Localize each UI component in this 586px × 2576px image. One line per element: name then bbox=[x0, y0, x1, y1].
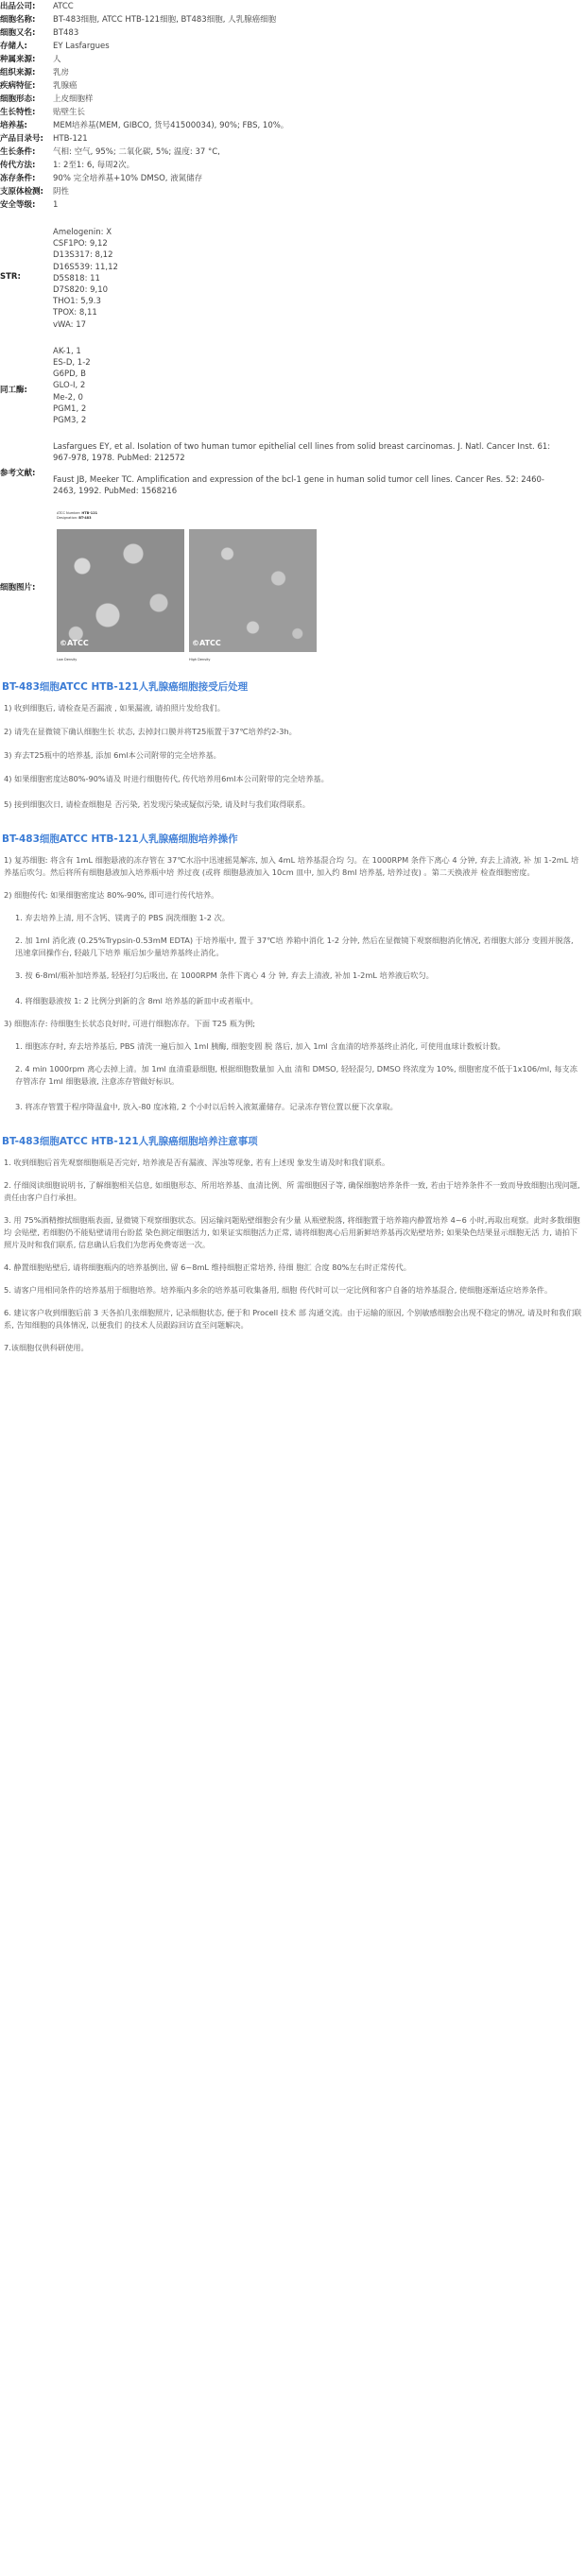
info-value: 90% 完全培养基+10% DMSO, 液氮储存 bbox=[53, 174, 203, 183]
atcc-number: HTB-121 bbox=[81, 511, 98, 516]
info-label: 产品目录号: bbox=[0, 134, 43, 144]
low-density-caption: Low Density bbox=[57, 658, 78, 662]
info-row bbox=[0, 159, 586, 172]
designation-label: Designation: bbox=[57, 516, 78, 521]
section-paragraph: 1. 细胞冻存时, 弃去培养基后, PBS 清洗一遍后加入 1ml 胰酶, 细胞变圆 脱 落后, 加入 1ml 含血清的培养基终止消化, 可使用血球计数板计数。 bbox=[15, 1041, 506, 1052]
info-value: 贴壁生长 bbox=[53, 108, 86, 117]
info-label: 存储人: bbox=[0, 42, 27, 51]
photos-cell bbox=[53, 508, 586, 666]
info-row bbox=[0, 66, 586, 79]
high-density-caption: High Density bbox=[189, 658, 211, 662]
str-value: TPOX: 8,11 bbox=[53, 308, 97, 318]
cell-info-table bbox=[0, 0, 586, 666]
section-title: BT-483细胞ATCC HTB-121人乳腺癌细胞接受后处理 bbox=[2, 681, 249, 694]
info-value: 1 bbox=[53, 200, 59, 210]
info-row bbox=[0, 53, 586, 66]
info-value: ATCC bbox=[53, 2, 74, 11]
isozyme-value: GLO-I, 2 bbox=[53, 381, 86, 391]
str-value: D5S818: 11 bbox=[53, 273, 100, 283]
info-label: 出品公司: bbox=[0, 2, 36, 11]
info-value: 乳房 bbox=[53, 68, 70, 77]
section-paragraph: 2. 仔细阅读细胞说明书, 了解细胞相关信息, 如细胞形态、所用培养基、血清比例、所 需细胞因子等, 确保细胞培养条件一致, 若由于培养条件不一致而导致细胞出现问题, 责任由客户自行承担。 bbox=[4, 1180, 580, 1203]
section-paragraph: 2) 细胞传代: 如果细胞密度达 80%-90%, 即可进行传代培养。 bbox=[4, 890, 219, 901]
references-values bbox=[53, 438, 586, 508]
info-row bbox=[0, 93, 586, 106]
references-label: 参考文献: bbox=[0, 468, 36, 478]
info-value: BT-483细胞, ATCC HTB-121细胞, BT483细胞, 人乳腺癌细胞 bbox=[53, 15, 277, 25]
isozyme-row bbox=[0, 342, 586, 438]
info-label: 培养基: bbox=[0, 121, 27, 130]
info-value: MEM培养基(MEM, GIBCO, 货号41500034), 90%; FBS, 10%。 bbox=[53, 121, 289, 130]
info-label: 安全等级: bbox=[0, 200, 36, 210]
info-value: EY Lasfargues bbox=[53, 42, 110, 51]
str-value: D7S820: 9,10 bbox=[53, 285, 109, 296]
references-row bbox=[0, 438, 586, 508]
str-value: THO1: 5,9.3 bbox=[53, 297, 101, 307]
str-value: D16S539: 11,12 bbox=[53, 262, 118, 272]
section-paragraph: 4. 将细胞悬液按 1: 2 比例分到新的含 8ml 培养基的新皿中或者瓶中。 bbox=[15, 996, 258, 1006]
watermark: ©ATCC bbox=[60, 639, 89, 648]
section bbox=[0, 678, 586, 811]
info-label: 传代方法: bbox=[0, 161, 36, 170]
info-label: 细胞又名: bbox=[0, 28, 36, 38]
isozyme-values bbox=[53, 342, 586, 438]
info-label: 组织来源: bbox=[0, 68, 36, 77]
isozyme-value: PGM1, 2 bbox=[53, 404, 87, 414]
info-row bbox=[0, 106, 586, 119]
info-label: 细胞名称: bbox=[0, 15, 36, 25]
info-row bbox=[0, 172, 586, 185]
info-row bbox=[0, 119, 586, 132]
info-label: 细胞形态: bbox=[0, 94, 36, 104]
info-row bbox=[0, 185, 586, 198]
info-value: 阴性 bbox=[53, 187, 70, 197]
section-paragraph: 5. 请客户用相同条件的培养基用于细胞培养。培养瓶内多余的培养基可收集备用, 细胞 传代时可以一定比例和客户自备的培养基混合, 使细胞逐渐适应培养条件。 bbox=[4, 1285, 553, 1296]
section-paragraph: 2) 请先在显微镜下确认细胞生长 状态, 去掉封口膜并将T25瓶置于37℃培养约2-3h。 bbox=[4, 727, 297, 737]
section-paragraph: 3. 按 6-8ml/瓶补加培养基, 轻轻打匀后吸出, 在 1000RPM 条件下离心 4 分 钟, 弃去上清液, 补加 1-2mL 培养液后吹匀。 bbox=[15, 970, 434, 981]
section-paragraph: 7.该细胞仅供科研使用。 bbox=[4, 1343, 89, 1353]
str-value: vWA: 17 bbox=[53, 319, 87, 330]
info-label: 生长特性: bbox=[0, 108, 36, 117]
info-row bbox=[0, 79, 586, 93]
info-label: 生长条件: bbox=[0, 147, 36, 157]
str-label: STR: bbox=[0, 271, 21, 282]
info-label: 种属来源: bbox=[0, 55, 36, 64]
section-paragraph: 1. 收到细胞后首先观察细胞瓶是否完好, 培养液是否有漏液、浑浊等现象, 若有上述现 象发生请及时和我们联系。 bbox=[4, 1158, 390, 1168]
section-paragraph: 4) 如果细胞密度达80%-90%请及 时进行细胞传代, 传代培养用6ml本公司附带的完全培养基。 bbox=[4, 774, 329, 784]
info-row bbox=[0, 13, 586, 26]
section-paragraph: 2. 加 1ml 消化液 (0.25%Trypsin-0.53mM EDTA) 于培养瓶中, 置于 37℃培 养箱中消化 1-2 分钟, 然后在显微镜下观察细胞消化情况, 若细胞大部分 变圆并脱落, 迅速拿回操作台, 轻敲几下培养 瓶后加少量培养基终止消化。 bbox=[15, 936, 574, 958]
section-title: BT-483细胞ATCC HTB-121人乳腺癌细胞培养注意事项 bbox=[2, 1136, 258, 1148]
section-paragraph: 2. 4 min 1000rpm 离心去掉上清。加 1ml 血清重悬细胞, 根据细胞数量加 入血 清和 DMSO, 轻轻混匀, DMSO 终浓度为 10%, 细胞密度不低于1x106/ml, 每支冻存管冻存 1ml 细胞悬液, 注意冻存管做好标识。 bbox=[15, 1064, 577, 1087]
info-value: 气相: 空气, 95%; 二氧化碳, 5%; 温度: 37 °C, bbox=[53, 147, 220, 157]
isozyme-label: 同工酶: bbox=[0, 385, 27, 395]
info-value: 上皮细胞样 bbox=[53, 94, 94, 104]
info-row bbox=[0, 146, 586, 159]
section-title: BT-483细胞ATCC HTB-121人乳腺癌细胞培养操作 bbox=[2, 833, 238, 846]
info-label: 支原体检测: bbox=[0, 187, 43, 197]
cell-photos bbox=[53, 509, 336, 665]
isozyme-value: PGM3, 2 bbox=[53, 416, 87, 426]
high-density-photo bbox=[189, 529, 317, 652]
section bbox=[0, 1132, 586, 1354]
info-value: 乳腺癌 bbox=[53, 81, 78, 91]
info-value: 人 bbox=[53, 55, 61, 64]
section-paragraph: 3) 细胞冻存: 待细胞生长状态良好时, 可进行细胞冻存。下面 T25 瓶为例; bbox=[4, 1019, 256, 1029]
section-paragraph: 6. 建议客户收到细胞后前 3 天各拍几张细胞照片, 记录细胞状态, 便于和 Procell 技术 部 沟通交流。由于运输的原因, 个别敏感细胞会出现不稳定的情况, 请及时和我们联 系, 告知细胞的具体情况, 以便我们 的技术人员跟踪回访直至问题解决。 bbox=[4, 1308, 582, 1331]
reference-item: Lasfargues EY, et al. Isolation of two human tumor epithelial cell lines from solid breast carcinomas. J. Natl. Cancer Inst. 61: 967-978, 1978. PubMed: 212572 bbox=[53, 442, 551, 464]
photos-row bbox=[0, 508, 586, 666]
section-paragraph: 5) 接到细胞次日, 请检查细胞是 否污染, 若发现污染或疑似污染, 请及时与我们取得联系。 bbox=[4, 799, 310, 810]
str-value: D13S317: 8,12 bbox=[53, 250, 113, 261]
section-paragraph: 1) 复苏细胞: 将含有 1mL 细胞悬液的冻存管在 37℃水浴中迅速摇晃解冻, 加入 4mL 培养基混合均 匀。在 1000RPM 条件下离心 4 分钟, 弃去上清液, 补 加 1-2mL 培养基后吹匀。然后将所有细胞悬液加入培养瓶中培 养过夜 (或将 细胞悬液加入 10cm 皿中, 加入约 8ml 培养基, 培养过夜) 。第二天换液并 检查细胞密度。 bbox=[4, 855, 579, 878]
str-value: Amelogenin: X bbox=[53, 228, 112, 237]
reference-item: Faust JB, Meeker TC. Amplification and expression of the bcl-1 gene in human solid tumor cell lines. Cancer Res. 52: 2460-2463, 1992. PubMed: 1568216 bbox=[53, 475, 545, 497]
info-label: 冻存条件: bbox=[0, 174, 36, 183]
info-label: 疾病特征: bbox=[0, 81, 36, 91]
photos-label: 细胞图片: bbox=[0, 582, 36, 592]
str-values bbox=[53, 212, 586, 342]
isozyme-value: ES-D, 1-2 bbox=[53, 358, 91, 369]
info-row bbox=[0, 40, 586, 53]
info-row bbox=[0, 132, 586, 146]
section-paragraph: 3) 弃去T25瓶中的培养基, 添加 6ml本公司附带的完全培养基。 bbox=[4, 750, 221, 761]
section-paragraph: 4. 静置细胞贴壁后, 请将细胞瓶内的培养基倒出, 留 6~8mL 维持细胞正常培养, 待细 胞汇 合度 80%左右时正常传代。 bbox=[4, 1262, 411, 1273]
info-value: 1: 2至1: 6, 每周2次。 bbox=[53, 161, 135, 170]
isozyme-value: Me-2, 0 bbox=[53, 392, 83, 403]
section-paragraph: 3. 将冻存管置于程序降温盒中, 放入-80 度冰箱, 2 个小时以后转入液氮灌储存。记录冻存管位置以便下次拿取。 bbox=[15, 1102, 398, 1112]
low-density-photo bbox=[57, 529, 184, 652]
str-row bbox=[0, 212, 586, 342]
section-paragraph: 1) 收到细胞后, 请检查是否漏液 , 如果漏液, 请拍照片发给我们。 bbox=[4, 703, 225, 713]
info-row bbox=[0, 198, 586, 212]
sections bbox=[0, 678, 586, 1354]
isozyme-value: AK-1, 1 bbox=[53, 346, 81, 356]
atcc-number-label: ATCC Number: bbox=[57, 511, 81, 516]
str-value: CSF1PO: 9,12 bbox=[53, 239, 108, 249]
info-row bbox=[0, 0, 586, 13]
designation: BT-483 bbox=[78, 516, 92, 521]
info-value: BT483 bbox=[53, 28, 79, 38]
section-paragraph: 3. 用 75%酒精擦拭细胞瓶表面, 显微镜下观察细胞状态。因运输问题贴壁细胞会有少量 从瓶壁脱落, 将细胞置于培养箱内静置培养 4~6 小时,再取出观察。此时多数细胞均 会贴壁, 若细胞仍不能贴壁请用台盼蓝 染色测定细胞活力, 如果证实细胞活力正常, 请将细胞离心后用新鲜培养基再次贴壁培养; 如果染色结果显示细胞无活 力, 请拍下 照片及时和我们联系, 信息确认后我们为您再免费寄送一次。 bbox=[4, 1215, 580, 1250]
photo-header bbox=[53, 509, 336, 521]
info-value: HTB-121 bbox=[53, 134, 88, 144]
info-row bbox=[0, 26, 586, 40]
section bbox=[0, 830, 586, 1113]
section-paragraph: 1. 弃去培养上清, 用不含钙、镁离子的 PBS 润洗细胞 1-2 次。 bbox=[15, 913, 230, 923]
watermark: ©ATCC bbox=[192, 639, 221, 648]
isozyme-value: G6PD, B bbox=[53, 369, 86, 380]
